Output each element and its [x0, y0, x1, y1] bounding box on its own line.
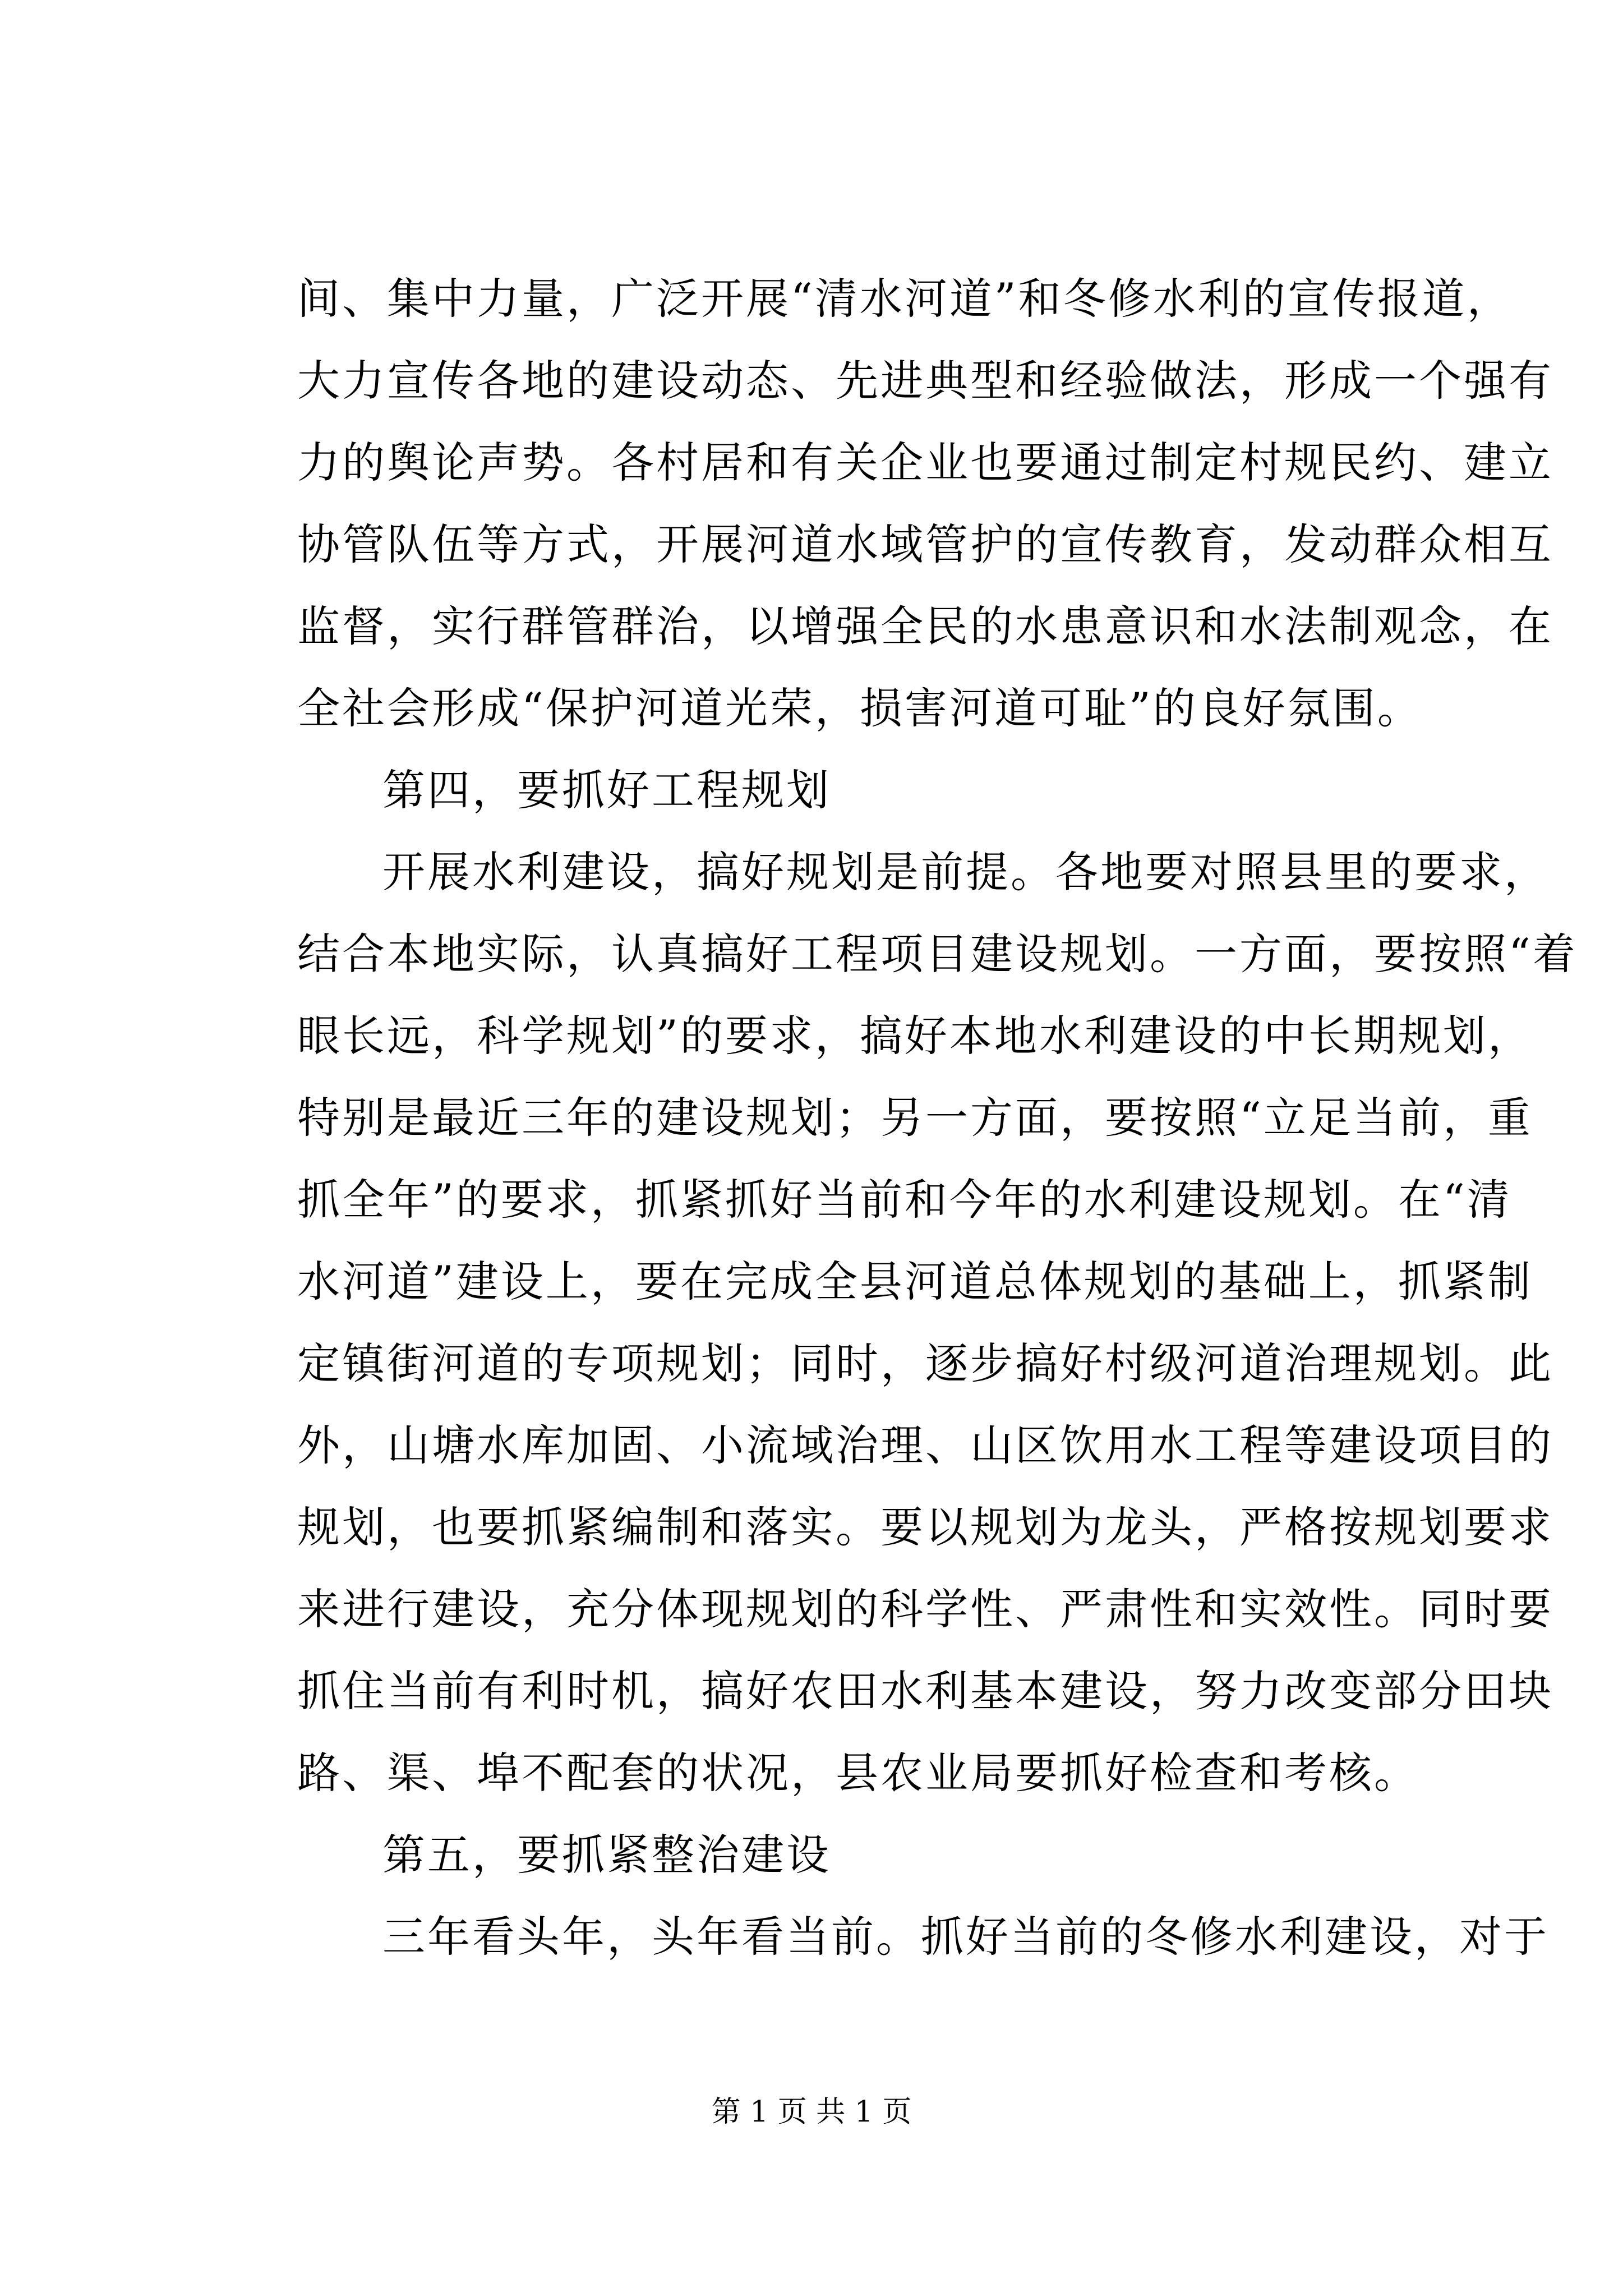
text-line: 开展水利建设，搞好规划是前提。各地要对照县里的要求，: [382, 847, 1549, 897]
text-line: 结合本地实际，认真搞好工程项目建设规划。一方面，要按照“着: [297, 929, 1578, 979]
text-line: 间、集中力量，广泛开展“清水河道”和冬修水利的宣传报道，: [297, 274, 1512, 324]
text-line: 大力宣传各地的建设动态、先进典型和经验做法，形成一个强有: [297, 356, 1553, 406]
section-heading: 第四，要抓好工程规划: [382, 765, 831, 815]
section-heading: 第五，要抓紧整治建设: [382, 1830, 831, 1880]
text-line: 外，山塘水库加固、小流域治理、山区饮用水工程等建设项目的: [297, 1420, 1553, 1470]
text-line: 路、渠、埠不配套的状况，县农业局要抓好检查和考核。: [297, 1748, 1419, 1798]
text-line: 力的舆论声势。各村居和有关企业也要通过制定村规民约、建立: [297, 438, 1553, 487]
text-line: 水河道”建设上，要在完成全县河道总体规划的基础上，抓紧制: [297, 1257, 1533, 1306]
page-number-footer: 第 1 页 共 1 页: [711, 2095, 912, 2129]
text-line: 特别是最近三年的建设规划；另一方面，要按照“立足当前，重: [297, 1093, 1533, 1143]
text-line: 抓全年”的要求，抓紧抓好当前和今年的水利建设规划。在“清: [297, 1175, 1512, 1225]
text-line: 眼长远，科学规划”的要求，搞好本地水利建设的中长期规划，: [297, 1011, 1533, 1061]
body-text: [297, 258, 1578, 1978]
text-line: 来进行建设，充分体现规划的科学性、严肃性和实效性。同时要: [297, 1584, 1553, 1634]
text-line: 三年看头年，头年看当前。抓好当前的冬修水利建设，对于: [382, 1912, 1549, 1962]
text-line: 抓住当前有利时机，搞好农田水利基本建设，努力改变部分田块: [297, 1666, 1553, 1716]
text-line: 协管队伍等方式，开展河道水域管护的宣传教育，发动群众相互: [297, 519, 1553, 569]
text-line: 监督，实行群管群治，以增强全民的水患意识和水法制观念，在: [297, 601, 1553, 651]
text-line: 规划，也要抓紧编制和落实。要以规划为龙头，严格按规划要求: [297, 1502, 1553, 1552]
text-line: 全社会形成“保护河道光荣，损害河道可耻”的良好氛围。: [297, 683, 1422, 733]
text-line: 定镇街河道的专项规划；同时，逐步搞好村级河道治理规划。此: [297, 1338, 1553, 1388]
